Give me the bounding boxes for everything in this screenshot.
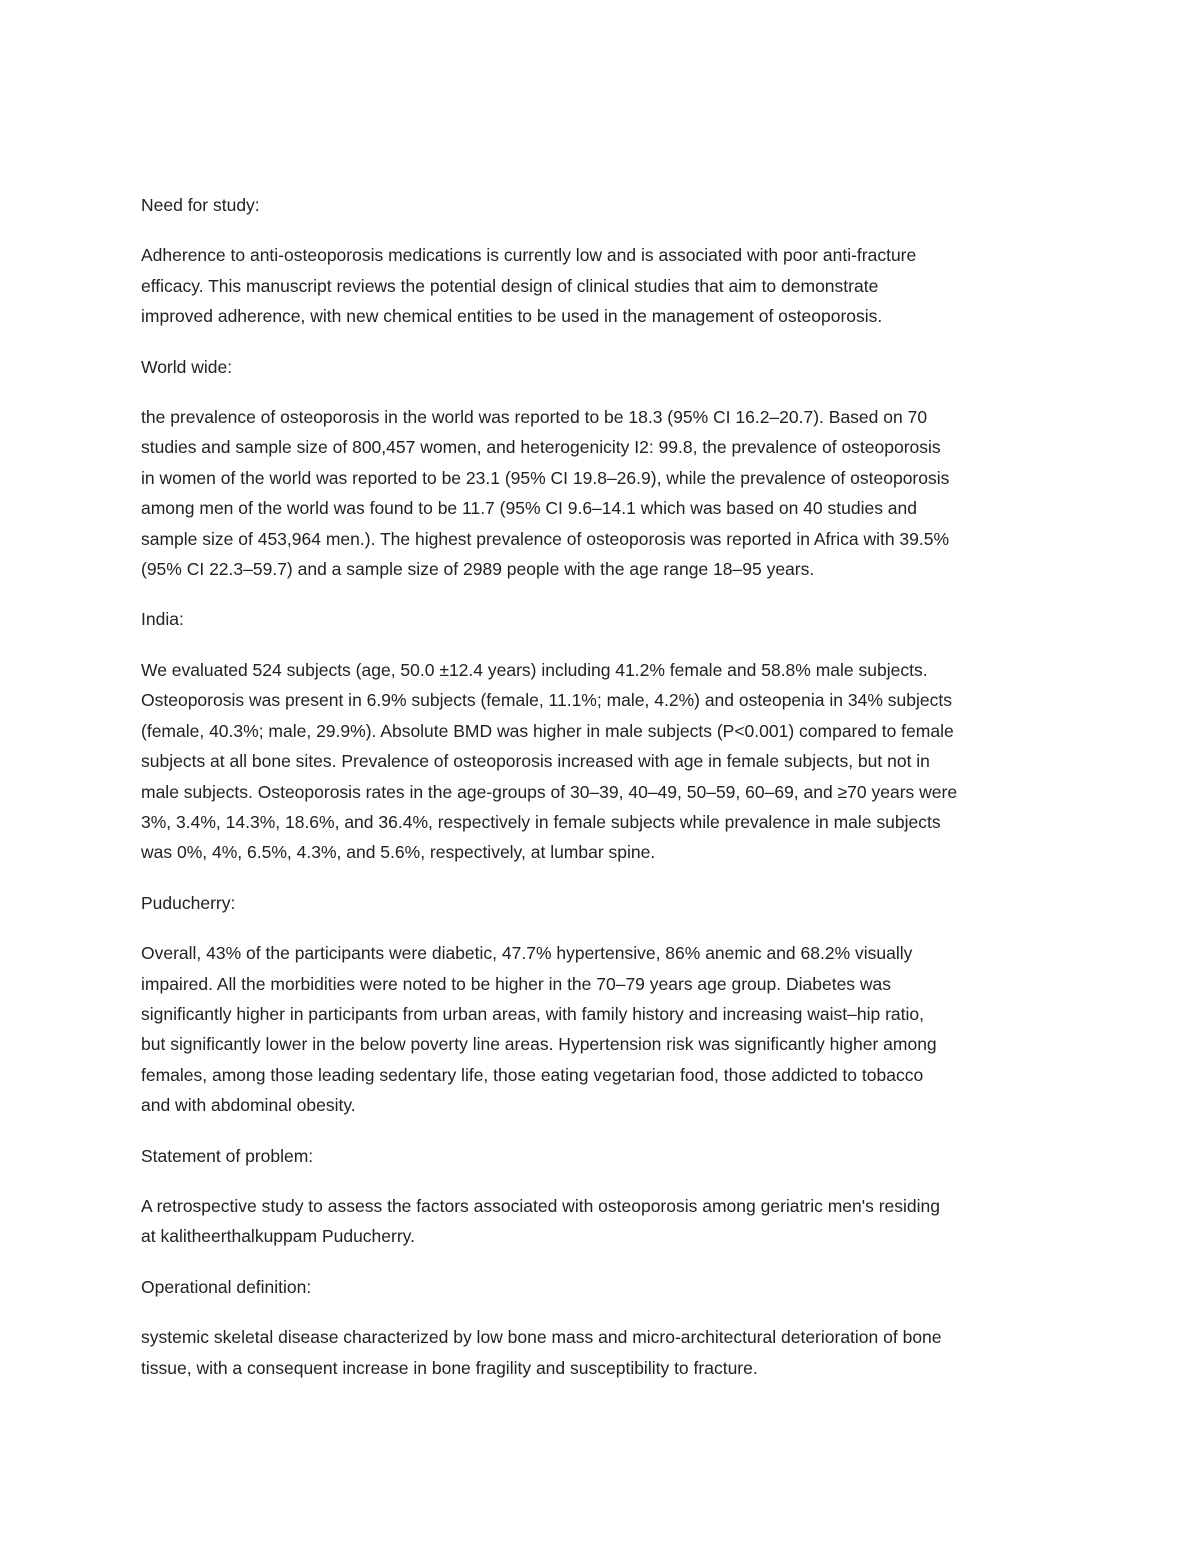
paragraph-line: studies and sample size of 800,457 women, and heterogenicity I2: 99.8, the prevalence of osteoporosis (141, 437, 941, 458)
paragraph-line: at kalitheerthalkuppam Puducherry. (141, 1226, 415, 1247)
paragraph-line: We evaluated 524 subjects (age, 50.0 ±12.4 years) including 41.2% female and 58.8% male subjects. (141, 659, 928, 680)
paragraph-line: and with abdominal obesity. (141, 1095, 356, 1116)
paragraph-line: but significantly lower in the below poverty line areas. Hypertension risk was significantly higher among (141, 1034, 937, 1055)
paragraph-statement-of-problem (141, 1191, 1066, 1252)
paragraph-line: the prevalence of osteoporosis in the world was reported to be 18.3 (95% CI 16.2–20.7). Based on 70 (141, 407, 928, 428)
section-heading-operational-definition: Operational definition: (141, 1276, 312, 1297)
paragraph-line: sample size of 453,964 men.). The highest prevalence of osteoporosis was reported in Africa with 39.5% (141, 528, 950, 549)
section-heading-need-for-study: Need for study: (141, 195, 260, 215)
paragraph-line: Osteoporosis was present in 6.9% subjects (female, 11.1%; male, 4.2%) and osteopenia in 34% subjects (141, 690, 952, 711)
paragraph-line: (female, 40.3%; male, 29.9%). Absolute BMD was higher in male subjects (P<0.001) compared to female (141, 720, 954, 741)
paragraph-line: was 0%, 4%, 6.5%, 4.3%, and 5.6%, respectively, at lumbar spine. (141, 842, 656, 863)
section-heading-statement-of-problem: Statement of problem: (141, 1145, 314, 1166)
paragraph-line: efficacy. This manuscript reviews the potential design of clinical studies that aim to demonstrate (141, 275, 879, 296)
paragraph-puducherry (141, 938, 1066, 1120)
paragraph-line: A retrospective study to assess the factors associated with osteoporosis among geriatric men's residing (141, 1195, 941, 1216)
section-heading-world-wide: World wide: (141, 356, 233, 377)
paragraph-line: tissue, with a consequent increase in bone fragility and susceptibility to fracture. (141, 1357, 758, 1378)
paragraph-line: 3%, 3.4%, 14.3%, 18.6%, and 36.4%, respectively in female subjects while prevalence in male subjects (141, 811, 941, 832)
paragraph-operational-definition (141, 1322, 1066, 1383)
paragraph-line: among men of the world was found to be 11.7 (95% CI 9.6–14.1 which was based on 40 studies and (141, 498, 917, 519)
paragraph-line: significantly higher in participants from urban areas, with family history and increasing waist–hip ratio, (141, 1003, 925, 1024)
paragraph-line: subjects at all bone sites. Prevalence of osteoporosis increased with age in female subjects, but not in (141, 751, 930, 772)
section-heading-india: India: (141, 609, 184, 630)
paragraph-line: (95% CI 22.3–59.7) and a sample size of 2989 people with the age range 18–95 years. (141, 559, 815, 580)
paragraph-india (141, 655, 1066, 868)
paragraph-line: in women of the world was reported to be 23.1 (95% CI 19.8–26.9), while the prevalence of osteoporosis (141, 467, 950, 488)
paragraph-line: systemic skeletal disease characterized by low bone mass and micro-architectural deterioration of bone (141, 1327, 942, 1348)
paragraph-line: females, among those leading sedentary life, those eating vegetarian food, those addicted to tobacco (141, 1064, 924, 1085)
paragraph-line: male subjects. Osteoporosis rates in the age-groups of 30–39, 40–49, 50–59, 60–69, and ≥70 years were (141, 781, 958, 802)
paragraph-need-for-study (141, 240, 1066, 331)
paragraph-line: improved adherence, with new chemical entities to be used in the management of osteoporosis. (141, 306, 883, 327)
section-heading-puducherry: Puducherry: (141, 892, 236, 913)
paragraph-line: Overall, 43% of the participants were diabetic, 47.7% hypertensive, 86% anemic and 68.2% visually (141, 943, 913, 964)
document-body (141, 190, 1066, 1403)
paragraph-line: impaired. All the morbidities were noted to be higher in the 70–79 years age group. Diabetes was (141, 973, 892, 994)
paragraph-line: Adherence to anti-osteoporosis medications is currently low and is associated with poor anti-fracture (141, 245, 917, 266)
paragraph-world-wide (141, 402, 1066, 584)
